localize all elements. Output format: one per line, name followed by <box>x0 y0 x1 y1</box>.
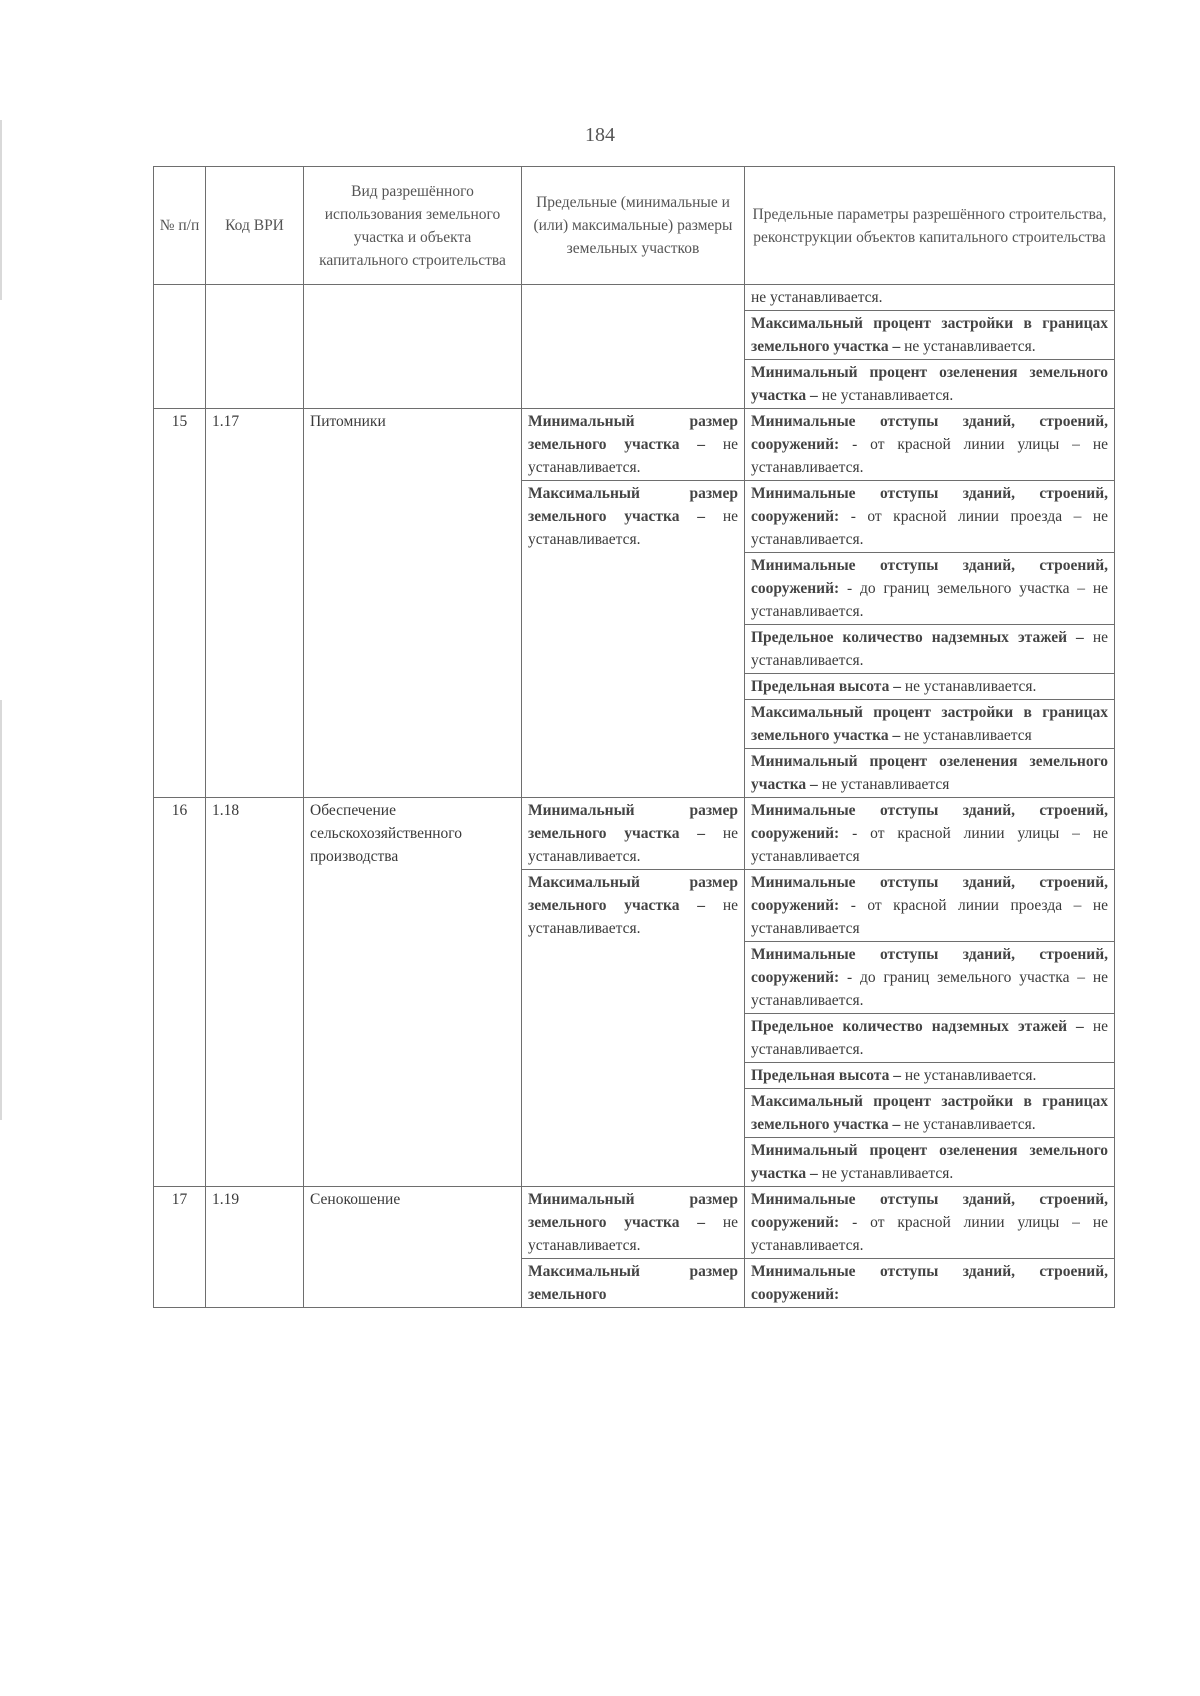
entry-value: не устанавливается. <box>528 825 739 865</box>
entry-value: не устанавливается. <box>904 1067 1037 1084</box>
params-cell <box>745 798 1115 870</box>
entry-value: не устанавливается. <box>904 1116 1036 1133</box>
params-cell <box>745 625 1115 674</box>
entry-title: Предельное количество надземных этажей – <box>751 1018 1084 1035</box>
entry-title: Минимальные отступы зданий, строений, сооружений: <box>751 413 1108 453</box>
entry-title: Максимальный процент застройки в границах земельного участка – <box>751 1093 1108 1133</box>
header-sizes: Предельные (минимальные и (или) максимальные) размеры земельных участков <box>522 167 745 285</box>
entry-value: не устанавливается. <box>904 678 1037 695</box>
header-params: Предельные параметры разрешённого строительства, реконструкции объектов капитального строительства <box>745 167 1115 285</box>
entry-title: Минимальные отступы зданий, строений, сооружений: <box>751 1263 1108 1303</box>
entry-value: не устанавливается. <box>751 1018 1109 1058</box>
regulations-table <box>153 166 1115 1308</box>
params-cell <box>745 870 1115 942</box>
entry-value: не устанавливается. <box>528 1214 739 1254</box>
entry-title: Минимальные отступы зданий, строений, сооружений: <box>751 1191 1108 1231</box>
num-cell <box>154 285 206 409</box>
entry-value: - от красной линии улицы – не устанавливается. <box>751 1214 1109 1254</box>
sizes-cell <box>522 409 745 481</box>
sizes-cell <box>522 798 745 870</box>
table-row <box>154 1187 1115 1259</box>
params-cell <box>745 674 1115 700</box>
params-cell <box>745 285 1115 311</box>
entry-title: Минимальный процент озеленения земельного участка – <box>751 1142 1108 1182</box>
entry-title: Предельная высота – <box>751 678 901 695</box>
params-cell <box>745 942 1115 1014</box>
entry-value: не устанавливается <box>904 727 1032 744</box>
row-kind: Сенокошение <box>304 1187 522 1308</box>
params-cell <box>745 749 1115 798</box>
entry-title: Минимальные отступы зданий, строений, сооружений: <box>751 485 1108 525</box>
entry-title: Предельное количество надземных этажей – <box>751 629 1084 646</box>
page-number: 184 <box>585 124 615 146</box>
entry-title: Минимальный процент озеленения земельного участка – <box>751 753 1108 793</box>
params-cell <box>745 553 1115 625</box>
entry-value: - до границ земельного участка – не устанавливается. <box>751 969 1109 1009</box>
row-kind: Питомники <box>304 409 522 798</box>
row-number: 15 <box>154 409 206 798</box>
header-num: № п/п <box>154 167 206 285</box>
params-cell <box>745 1089 1115 1138</box>
table-header-row <box>154 167 1115 285</box>
entry-value: - до границ земельного участка – не устанавливается. <box>751 580 1109 620</box>
sizes-cell <box>522 1259 745 1308</box>
params-cell <box>745 1063 1115 1089</box>
header-kind: Вид разрешённого использования земельного участка и объекта капитального строительства <box>304 167 522 285</box>
params-cell <box>745 409 1115 481</box>
header-code: Код ВРИ <box>206 167 304 285</box>
entry-value: не устанавливается. <box>528 897 739 937</box>
entry-title: Минимальный размер земельного участка – <box>528 413 738 453</box>
sizes-cell <box>522 285 745 409</box>
entry-title: Предельная высота – <box>751 1067 901 1084</box>
entry-title: Максимальный процент застройки в границах земельного участка – <box>751 315 1108 355</box>
entry-value: не устанавливается. <box>751 629 1109 669</box>
row-number: 16 <box>154 798 206 1187</box>
scan-margin-mark <box>0 700 2 1120</box>
entry-title: Минимальные отступы зданий, строений, сооружений: <box>751 557 1108 597</box>
entry-title: Минимальный процент озеленения земельного участка – <box>751 364 1108 404</box>
entry-value: не устанавливается. <box>528 436 739 476</box>
row-code: 1.18 <box>206 798 304 1187</box>
sizes-cell <box>522 870 745 1187</box>
table-row <box>154 798 1115 870</box>
sizes-cell <box>522 1187 745 1259</box>
entry-value: - от красной линии проезда – не устанавливается <box>751 897 1108 937</box>
params-cell <box>745 1138 1115 1187</box>
entry-title: Минимальный размер земельного участка – <box>528 1191 738 1231</box>
entry-title: Максимальный размер земельного участка – <box>528 874 738 914</box>
entry-value: не устанавливается. <box>751 289 883 306</box>
kind-cell <box>304 285 522 409</box>
params-cell <box>745 1014 1115 1063</box>
params-cell <box>745 1187 1115 1259</box>
row-code: 1.19 <box>206 1187 304 1308</box>
params-cell <box>745 360 1115 409</box>
code-cell <box>206 285 304 409</box>
entry-value: не устанавливается <box>821 776 950 793</box>
row-code: 1.17 <box>206 409 304 798</box>
entry-value: не устанавливается. <box>821 1165 954 1182</box>
entry-title: Минимальные отступы зданий, строений, сооружений: <box>751 874 1108 914</box>
row-number: 17 <box>154 1187 206 1308</box>
entry-value: не устанавливается. <box>821 387 954 404</box>
entry-title: Максимальный размер земельного <box>528 1263 738 1303</box>
entry-value: не устанавливается. <box>904 338 1036 355</box>
entry-title: Максимальный размер земельного участка – <box>528 485 738 525</box>
params-cell <box>745 1259 1115 1308</box>
table-row <box>154 409 1115 481</box>
entry-title: Минимальный размер земельного участка – <box>528 802 738 842</box>
params-cell <box>745 311 1115 360</box>
scan-margin-mark <box>0 120 2 300</box>
entry-value: - от красной линии улицы – не устанавливается. <box>751 436 1109 476</box>
table-row <box>154 285 1115 311</box>
params-cell <box>745 481 1115 553</box>
row-kind: Обеспечение сельскохозяйственного производства <box>304 798 522 1187</box>
params-cell <box>745 700 1115 749</box>
entry-value: - от красной линии улицы – не устанавливается <box>751 825 1109 865</box>
entry-title: Минимальные отступы зданий, строений, сооружений: <box>751 802 1108 842</box>
entry-title: Максимальный процент застройки в границах земельного участка – <box>751 704 1108 744</box>
entry-value: - от красной линии проезда – не устанавливается. <box>751 508 1108 548</box>
sizes-cell <box>522 481 745 798</box>
entry-value: не устанавливается. <box>528 508 739 548</box>
entry-title: Минимальные отступы зданий, строений, сооружений: <box>751 946 1108 986</box>
